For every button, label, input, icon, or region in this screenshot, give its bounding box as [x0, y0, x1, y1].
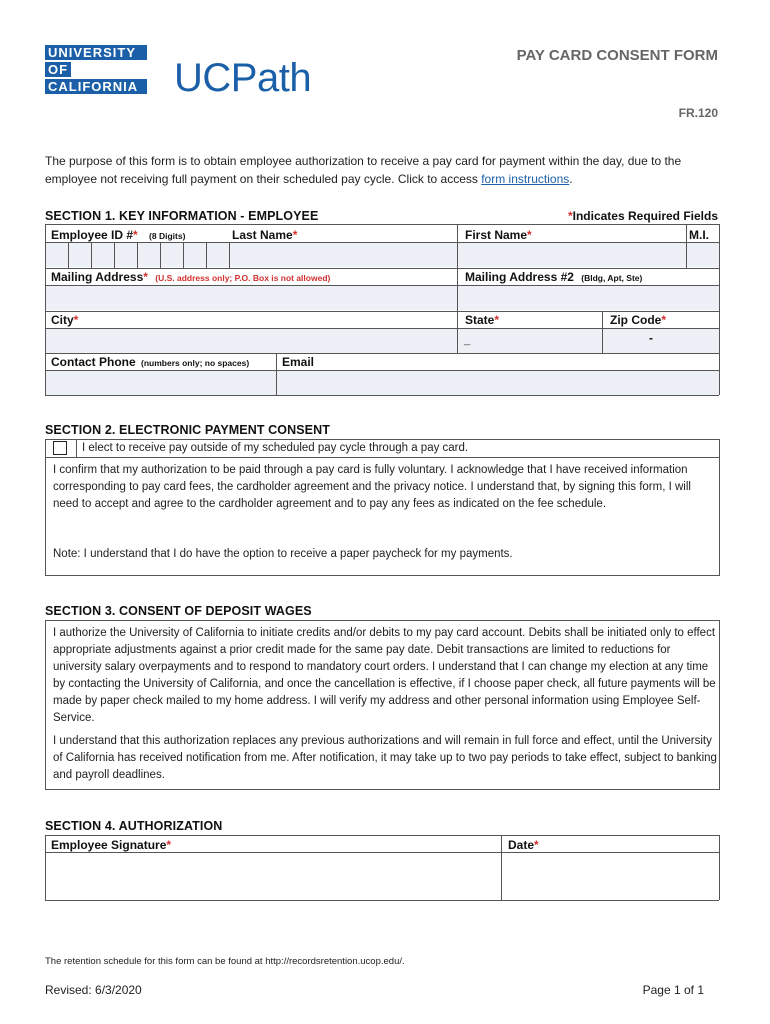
intro-end: .	[569, 172, 573, 186]
intro-body: The purpose of this form is to obtain employee authorization to receive a pay card for payment within the day, due to the employee not receiving full payment on their scheduled pay cycle. Click to access	[45, 154, 682, 186]
employee-id-digit-6[interactable]	[161, 243, 183, 267]
grid-line	[45, 353, 719, 354]
mailing-address-hint: (U.S. address only; P.O. Box is not allowed)	[155, 273, 331, 283]
employee-signature-field[interactable]	[46, 853, 501, 900]
mailing-address2-label	[465, 270, 642, 284]
mailing-address2-label-text: Mailing Address #2	[465, 270, 574, 284]
state-value: _	[464, 334, 471, 346]
page-number: Page 1 of 1	[642, 983, 704, 997]
mailing-address-label	[51, 270, 330, 284]
grid-line	[45, 224, 719, 225]
last-name-field[interactable]	[230, 243, 457, 267]
form-instructions-link[interactable]: form instructions	[481, 172, 570, 186]
uc-logo-line3: CALIFORNIA	[45, 79, 147, 94]
zip-code-label-text: Zip Code	[610, 313, 662, 327]
zip-code-value: -	[649, 331, 653, 345]
state-field[interactable]	[458, 329, 602, 353]
state-label-text: State	[465, 313, 495, 327]
required-star: *	[494, 313, 500, 327]
section3-title: SECTION 3. CONSENT OF DEPOSIT WAGES	[45, 604, 312, 618]
grid-line	[45, 311, 719, 312]
employee-id-digit-5[interactable]	[138, 243, 160, 267]
retention-note: The retention schedule for this form can be found at http://recordsretention.ucop.edu/.	[45, 956, 405, 967]
city-label	[51, 313, 78, 327]
section3-paragraph-2: I understand that this authorization replaces any previous authorizations and will remain in full force and effect, until the University of California has received notification from me. After notification, it may take up to two pay periods to take effect, subject to banking and payroll deadlines.	[53, 735, 717, 781]
employee-id-digit-2[interactable]	[69, 243, 91, 267]
mailing-address2-hint: (Bldg, Apt, Ste)	[581, 273, 643, 283]
state-label	[465, 313, 499, 327]
grid-line	[76, 439, 77, 457]
ucpath-logo: UCPath	[174, 56, 312, 100]
employee-id-label-text: Employee ID #	[51, 228, 134, 242]
section2-title: SECTION 2. ELECTRONIC PAYMENT CONSENT	[45, 423, 330, 437]
section3-paragraph-1: I authorize the University of California to initiate credits and/or debits to my pay card account. Debits shall be initiated only to effect appropriate adjustments against a prior credit made for the same pay date. Debit transactions are limited to reductions for university salary overpayments and to respond to mandatory court orders. I understand that I can change my election at any time by contacting the University of California, and once the cancellation is effective, if I choose paper check, all future payments will be made by paper check mailed to my home address. I will verify my address and other personal information using Employee Self-Service.	[53, 627, 716, 724]
contact-phone-field[interactable]	[46, 371, 276, 395]
section4-title: SECTION 4. AUTHORIZATION	[45, 819, 223, 833]
required-star: *	[143, 270, 148, 284]
required-star: *	[567, 209, 573, 223]
section2-paragraph-1: I confirm that my authorization to be paid through a pay card is fully voluntary. I acknowledge that I have received information corresponding to pay card fees, the cardholder agreement and the privacy notice. I understand that, by signing this form, I will need to accept and agree to the cardholder agreement and to pay any fees as indicated on the fee schedule.	[53, 464, 691, 510]
uc-logo-line1: UNIVERSITY	[45, 45, 147, 60]
required-fields-text: Indicates Required Fields	[572, 209, 718, 223]
date-label	[508, 838, 539, 852]
grid-line	[719, 835, 720, 900]
required-star: *	[166, 838, 172, 852]
grid-line	[719, 224, 720, 395]
section2-note: Note: I understand that I do have the option to receive a paper paycheck for my payments.	[53, 548, 513, 560]
intro-text	[45, 152, 725, 188]
date-label-text: Date	[508, 838, 535, 852]
employee-id-digit-4[interactable]	[115, 243, 137, 267]
last-name-label	[232, 228, 297, 242]
required-star: *	[534, 838, 539, 852]
grid-line	[45, 395, 719, 396]
date-field[interactable]	[502, 853, 719, 900]
employee-id-label	[51, 228, 185, 242]
contact-phone-hint: (numbers only; no spaces)	[141, 358, 250, 368]
employee-signature-label	[51, 838, 171, 852]
first-name-field[interactable]	[458, 243, 686, 267]
grid-line	[45, 457, 720, 458]
grid-line	[45, 900, 719, 901]
email-field[interactable]	[277, 371, 719, 395]
required-star: *	[527, 228, 532, 242]
required-star: *	[292, 228, 298, 242]
employee-id-digit-3[interactable]	[92, 243, 114, 267]
first-name-label-text: First Name	[465, 228, 528, 242]
contact-phone-label	[51, 355, 249, 369]
zip-code-field[interactable]	[603, 329, 719, 353]
mailing-address-label-text: Mailing Address	[51, 270, 144, 284]
employee-signature-label-text: Employee Signature	[51, 838, 167, 852]
required-star: *	[661, 313, 666, 327]
employee-id-digit-7[interactable]	[184, 243, 206, 267]
uc-logo-line2: OF	[45, 62, 71, 77]
first-name-label	[465, 228, 532, 242]
contact-phone-label-text: Contact Phone	[51, 355, 136, 369]
mi-label: M.I.	[689, 228, 709, 242]
pay-card-consent-checkbox[interactable]	[53, 441, 67, 455]
section1-title: SECTION 1. KEY INFORMATION - EMPLOYEE	[45, 209, 319, 223]
mi-field[interactable]	[687, 243, 719, 267]
required-star: *	[133, 228, 138, 242]
email-label: Email	[282, 355, 315, 369]
employee-id-hint: (8 Digits)	[149, 231, 186, 241]
mailing-address-field[interactable]	[46, 286, 457, 310]
grid-line	[45, 268, 719, 269]
form-title: PAY CARD CONSENT FORM	[516, 47, 718, 64]
city-label-text: City	[51, 313, 74, 327]
mailing-address2-field[interactable]	[458, 286, 719, 310]
last-name-label-text: Last Name	[232, 228, 293, 242]
grid-line	[45, 835, 719, 836]
form-id: FR.120	[678, 106, 718, 120]
required-star: *	[73, 313, 79, 327]
zip-code-label	[610, 313, 666, 327]
revised-date: Revised: 6/3/2020	[45, 983, 142, 997]
pay-card-consent-label: I elect to receive pay outside of my scheduled pay cycle through a pay card.	[82, 442, 469, 454]
employee-id-digit-8[interactable]	[207, 243, 229, 267]
city-field[interactable]	[46, 329, 457, 353]
employee-id-digit-1[interactable]	[46, 243, 68, 267]
required-fields-note	[568, 209, 718, 223]
